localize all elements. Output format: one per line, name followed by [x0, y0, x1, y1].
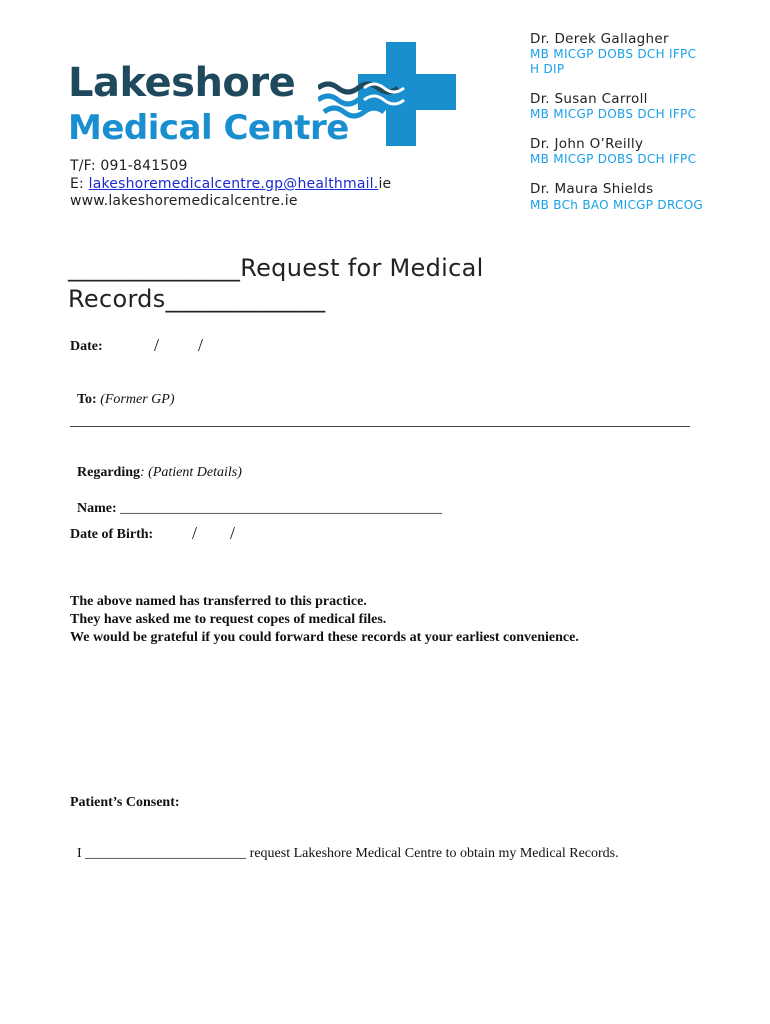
medical-cross-icon	[318, 42, 456, 146]
doctor-qualifications: MB MICGP DOBS DCH IFPC	[530, 47, 697, 61]
logo-text-lakeshore: Lakeshore	[68, 60, 296, 106]
consent-name-blank[interactable]: _______________________	[85, 846, 247, 861]
dob-separator: /	[230, 523, 236, 543]
date-separator: /	[198, 335, 204, 355]
doctor-qualifications: MB MICGP DOBS DCH IFPC	[530, 152, 697, 166]
name-field	[70, 485, 442, 517]
to-hint: (Former GP)	[100, 392, 175, 407]
doctor-qualifications: H DIP	[530, 62, 565, 76]
dob-separator: /	[192, 523, 198, 543]
contact-phone: T/F: 091-841509	[70, 158, 188, 174]
to-field	[70, 376, 174, 408]
contact-email	[70, 176, 391, 192]
body-line: The above named has transferred to this practice.	[70, 594, 367, 609]
dob-label: Date of Birth:	[70, 527, 154, 542]
email-link[interactable]: lakeshoremedicalcentre.gp@healthmail.	[88, 176, 379, 192]
body-line: They have asked me to request copes of medical files.	[70, 612, 387, 627]
consent-statement	[70, 830, 619, 862]
name-label: Name:	[77, 501, 117, 516]
consent-suffix: request Lakeshore Medical Centre to obtain my Medical Records.	[246, 846, 619, 861]
contact-email-suffix: ie	[378, 176, 392, 192]
contact-email-prefix: E:	[70, 176, 89, 192]
regarding-field	[70, 449, 242, 481]
consent-prefix: I	[77, 846, 86, 861]
date-label: Date:	[70, 339, 103, 354]
page-title-line1: ______________Request for Medical	[68, 254, 492, 282]
doctor-name: Dr. Derek Gallagher	[530, 31, 669, 47]
date-separator: /	[154, 335, 160, 355]
doctor-name: Dr. John O’Reilly	[530, 136, 644, 152]
doctor-qualifications: MB BCh BAO MICGP DRCOG	[530, 198, 704, 210]
to-label: To:	[77, 392, 97, 407]
contact-website: www.lakeshoremedicalcentre.ie	[70, 193, 298, 209]
doctor-name: Dr. Susan Carroll	[530, 91, 648, 107]
regarding-label: Regarding	[77, 465, 140, 480]
doctor-name: Dr. Maura Shields	[530, 181, 654, 197]
doctors-list	[528, 30, 758, 210]
name-blank[interactable]: ______________________________________________	[120, 501, 443, 516]
consent-heading: Patient’s Consent:	[70, 795, 180, 810]
body-line: We would be grateful if you could forward these records at your earliest convenience.	[70, 630, 579, 645]
former-gp-line[interactable]	[70, 426, 690, 427]
logo-text-medical-centre: Medical Centre	[68, 108, 349, 148]
page-title-line2: Records_____________	[68, 285, 326, 313]
regarding-hint: : (Patient Details)	[140, 465, 242, 480]
doctor-qualifications: MB MICGP DOBS DCH IFPC	[530, 107, 697, 121]
